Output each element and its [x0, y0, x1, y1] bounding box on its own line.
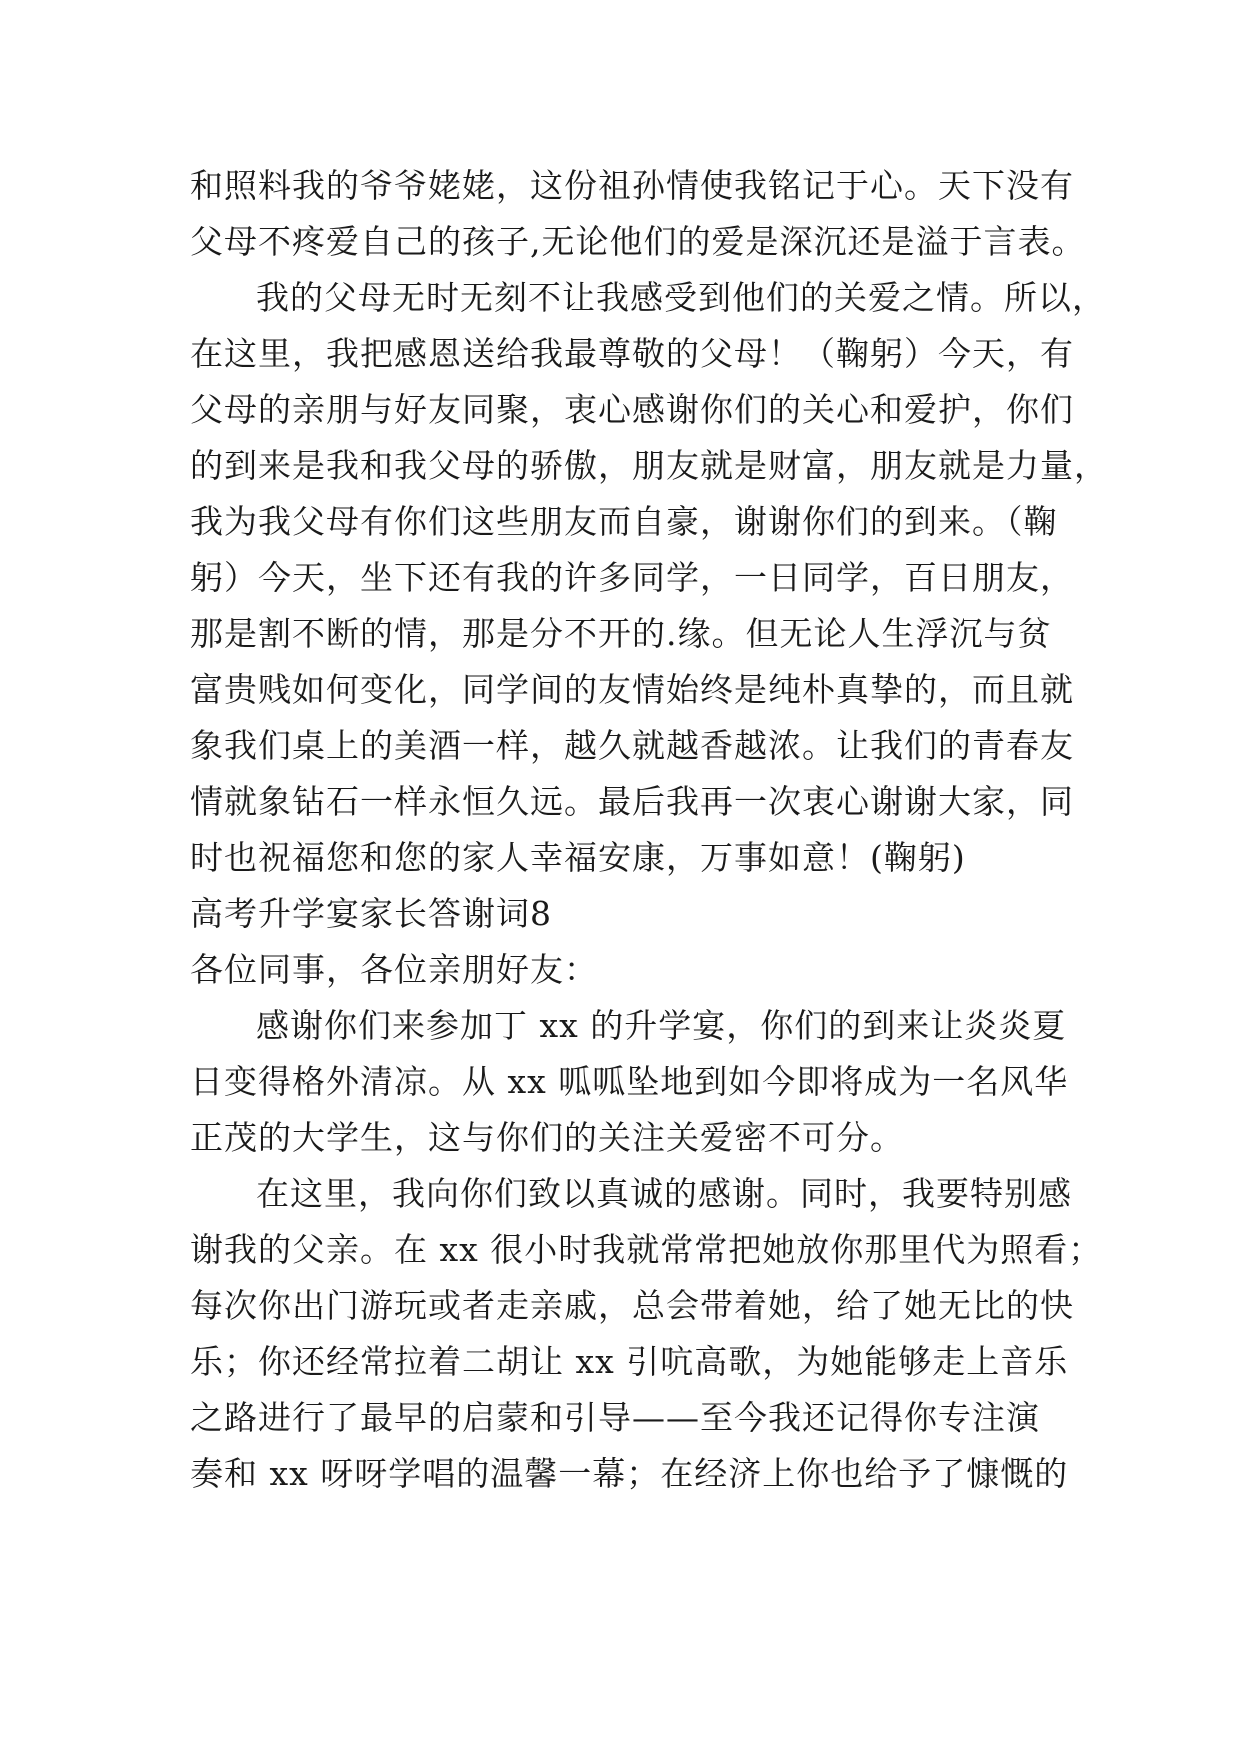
text-line: 父母不疼爱自己的孩子,无论他们的爱是深沉还是溢于言表。: [190, 222, 1086, 261]
text-line: 我为我父母有你们这些朋友而自豪，谢谢你们的到来。（鞠: [190, 502, 1058, 541]
paragraph-first-line: 在这里，我向你们致以真诚的感谢。同时，我要特别感: [256, 1174, 1072, 1213]
text-line: 时也祝福您和您的家人幸福安康，万事如意！(鞠躬): [190, 838, 966, 877]
text-line: 父母的亲朋与好友同聚，衷心感谢你们的关心和爱护，你们: [190, 390, 1074, 429]
text-line: 日变得格外清凉。从 xx 呱呱坠地到如今即将成为一名风华: [190, 1062, 1069, 1101]
text-line: 躬）今天，坐下还有我的许多同学，一日同学，百日朋友，: [190, 558, 1074, 597]
text-line: 乐；你还经常拉着二胡让 xx 引吭高歌，为她能够走上音乐: [190, 1342, 1069, 1381]
section-heading: 高考升学宴家长答谢词8: [190, 894, 552, 933]
text-line: 的到来是我和我父母的骄傲，朋友就是财富，朋友就是力量，: [190, 446, 1108, 485]
text-line: 每次你出门游玩或者走亲戚，总会带着她，给了她无比的快: [190, 1286, 1074, 1325]
text-line: 富贵贱如何变化，同学间的友情始终是纯朴真挚的，而且就: [190, 670, 1074, 709]
text-line: 正茂的大学生，这与你们的关注关爱密不可分。: [190, 1118, 904, 1157]
text-line: 之路进行了最早的启蒙和引导——至今我还记得你专注演: [190, 1398, 1040, 1437]
text-line: 奏和 xx 呀呀学唱的温馨一幕；在经济上你也给予了慷慨的: [190, 1454, 1069, 1493]
text-line: 那是割不断的情，那是分不开的.缘。但无论人生浮沉与贫: [190, 614, 1052, 653]
text-line: 象我们桌上的美酒一样，越久就越香越浓。让我们的青春友: [190, 726, 1074, 765]
text-line: 情就象钻石一样永恒久远。最后我再一次衷心谢谢大家，同: [190, 782, 1074, 821]
paragraph-first-line: 感谢你们来参加丁 xx 的升学宴，你们的到来让炎炎夏: [256, 1006, 1067, 1045]
salutation: 各位同事，各位亲朋好友：: [190, 950, 598, 989]
text-line: 谢我的父亲。在 xx 很小时我就常常把她放你那里代为照看；: [190, 1230, 1103, 1269]
paragraph-first-line: 我的父母无时无刻不让我感受到他们的关爱之情。所以，: [256, 278, 1106, 317]
text-line: 在这里，我把感恩送给我最尊敬的父母！（鞠躬）今天，有: [190, 334, 1074, 373]
text-line: 和照料我的爷爷姥姥，这份祖孙情使我铭记于心。天下没有: [190, 166, 1074, 205]
